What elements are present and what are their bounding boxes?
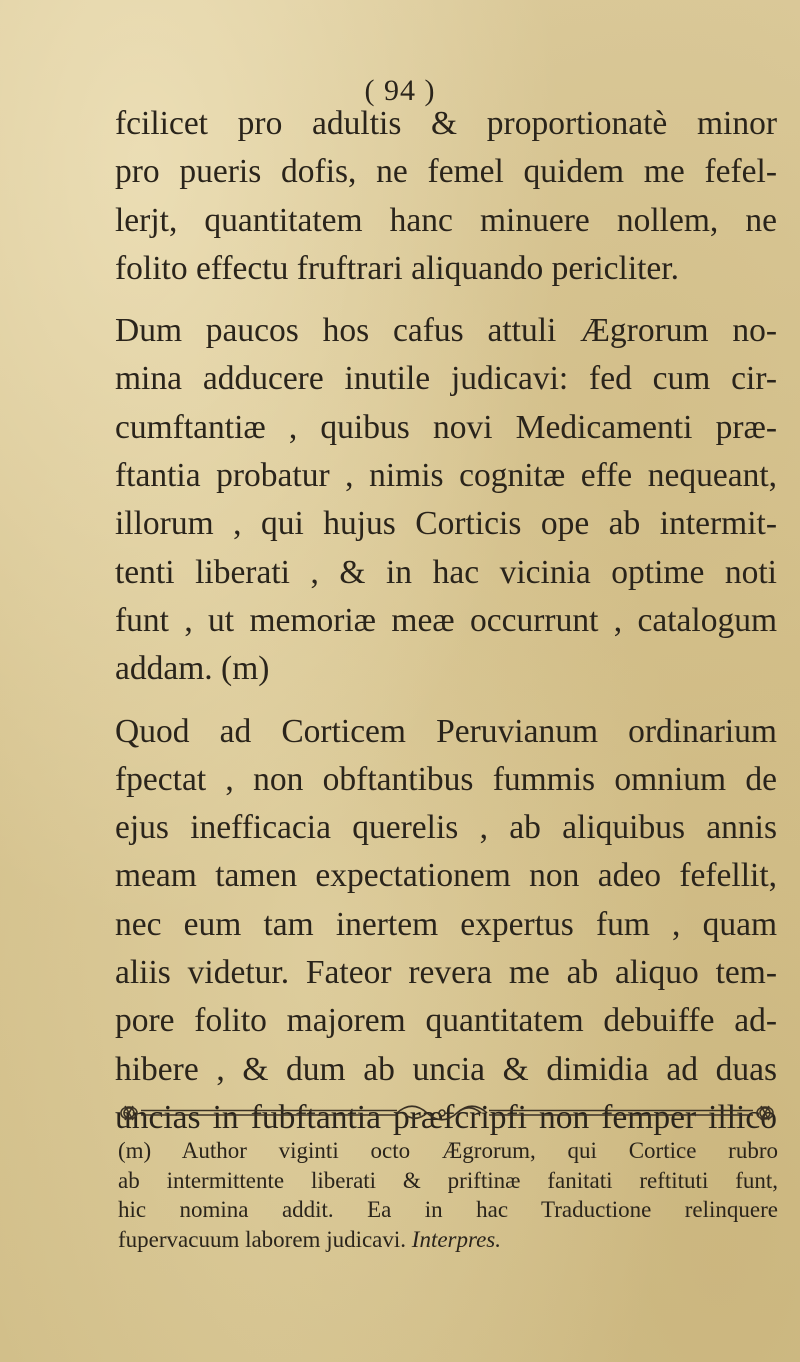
text-line: ftantia probatur , nimis cognitæ effe nequeant, — [115, 457, 777, 495]
text-line: tenti liberati , & in hac vicinia optime noti — [115, 553, 777, 591]
text-line: fcilicet pro adultis & proportionatè minor — [115, 105, 777, 142]
text-line: hibere , & dum ab uncia & dimidia ad duas — [115, 1050, 777, 1088]
footnote-line — [118, 1225, 778, 1255]
text-line: lerjt, quantitatem hanc minuere nollem, ne — [115, 201, 777, 239]
text-line: addam. (m) — [115, 650, 270, 688]
text-line: pore folito majorem quantitatem debuiffe ad- — [115, 1002, 777, 1040]
text-line: Dum paucos hos cafus attuli Ægrorum no- — [115, 312, 777, 350]
text-line: fpectat , non obftantibus fummis omnium de — [115, 760, 777, 798]
center-ornament-icon — [397, 1106, 487, 1120]
footnote-line: ab intermittente liberati & priftinæ fanitati reftituti funt, — [118, 1167, 778, 1193]
text-line: uncias in fubftantia præfcripfi non femper illico — [115, 1098, 777, 1136]
text-line: mina adducere inutile judicavi: fed cum cir- — [115, 360, 777, 398]
text-line: cumftantiæ , quibus novi Medicamenti præ- — [115, 408, 777, 446]
text-line: nec eum tam inertem expertus fum , quam — [115, 905, 777, 943]
footnote-line: (m) Author viginti octo Ægrorum, qui Cortice rubro — [118, 1138, 778, 1163]
left-fleuron-icon — [121, 1106, 137, 1120]
text-line: ejus inefficacia querelis , ab aliquibus annis — [115, 809, 777, 847]
paragraph-1 — [115, 100, 777, 293]
text-line: Quod ad Corticem Peruvianum ordinarium — [115, 712, 777, 750]
paragraph-2 — [115, 307, 777, 693]
footnote-text: fupervacuum laborem judicavi. — [118, 1226, 407, 1252]
right-fleuron-icon — [757, 1106, 773, 1120]
text-line: funt , ut memoriæ meæ occurrunt , catalogum — [115, 601, 777, 639]
text-line: aliis videtur. Fateor revera me ab aliquo tem- — [115, 954, 777, 992]
main-text-body — [115, 100, 777, 1142]
paragraph-3 — [115, 708, 777, 1143]
footnote-signature: Interpres. — [411, 1226, 501, 1252]
text-line: pro pueris dofis, ne femel quidem me fefel- — [115, 153, 777, 191]
page-number: ( 94 ) — [364, 74, 436, 107]
text-line: folito effectu fruftrari aliquando pericliter. — [115, 249, 679, 287]
text-line: illorum , qui hujus Corticis ope ab intermit- — [115, 505, 777, 543]
footnote — [118, 1136, 778, 1254]
text-line: meam tamen expectationem non adeo fefellit, — [115, 857, 777, 895]
footnote-line: hic nomina addit. Ea in hac Traductione relinquere — [118, 1197, 778, 1222]
ornamental-rule — [117, 1100, 777, 1126]
